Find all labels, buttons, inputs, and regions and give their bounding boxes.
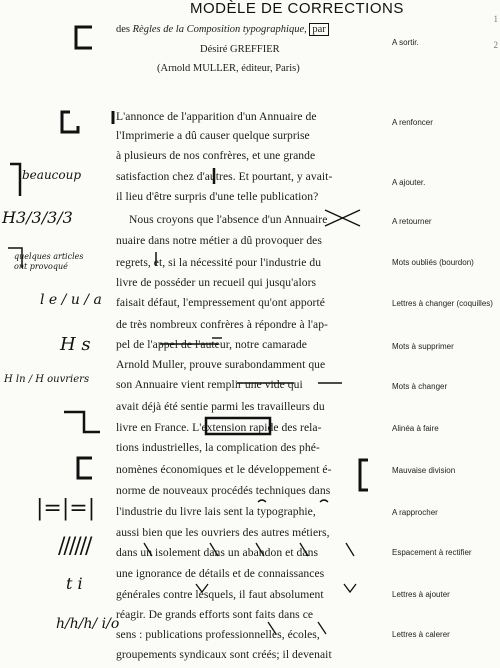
boxed-word: par [309,23,328,36]
margin-note: A retourner [392,217,432,226]
margin-note: Mauvaise division [392,466,456,475]
body-line: livre en France. L'extension rapide des rela- [116,421,322,434]
body-line: faisait défaut, l'empressement qu'ont apporté [116,296,325,309]
header-line-1 [116,24,329,35]
body-line: une ignorance de détails et de connaissances [116,567,325,580]
handwritten-beaucoup: beaucoup [22,168,82,182]
body-line: nomènes économiques et le développement é- [116,463,332,476]
edge-mark: 2 [493,40,498,50]
body-line: norme de nouveaux procédés techniques dans [116,484,331,497]
margin-note: Espacement à rectifier [392,548,472,557]
body-line: pel de l'appel de l'auteur, notre camarade [116,338,307,351]
publisher-info: (Arnold MULLER, éditeur, Paris) [157,63,300,74]
margin-note: Mots à supprimer [392,342,454,351]
sortir-bracket [76,27,92,48]
body-line: l'industrie du livre lais sent la typographie, [116,505,316,518]
handwritten-hs: H s [60,334,91,355]
header-prefix: des [116,24,130,35]
body-line: livre de posséder un recueil qui jusqu'alors [116,276,317,289]
handwritten-letters: l e / u / a [40,292,102,308]
body-line: réagir. De grands efforts sont faits dans ce [116,608,314,621]
author-name: Désiré GREFFIER [200,44,280,55]
body-line: aussi bien que les ouvriers des autres métiers, [116,526,330,539]
handwritten-add: t i [66,574,83,593]
body-line: générales contre lesquels, il faut absolument [116,588,324,601]
handwritten-h3: H3/3/3/3 [2,208,73,227]
margin-note: Alinéa à faire [392,424,439,433]
body-line: son Annuaire vient remplir une vide qui [116,378,303,391]
handwritten-quelques-2: ont provoqué [14,262,68,271]
margin-note: Mots à changer [392,382,448,391]
body-line: tions industrielles, la complication des phé- [116,441,320,454]
body-line: nuaire dans notre métier a dû provoquer des [116,234,322,247]
body-line: de très nombreux confrères à répondre à l'ap- [116,318,328,331]
body-line: à plusieurs de nos confrères, et une grande [116,149,316,162]
margin-note: A renfoncer [392,118,433,127]
body-line: groupements syndicaux sont créés; il devenait [116,648,332,661]
body-line: L'annonce de l'apparition d'un Annuaire de [116,110,317,123]
body-line: avait déjà été sentie parmi les travailleurs du [116,400,325,413]
margin-note: Lettres à changer (coquilles) [392,299,493,308]
body-line: il lieu d'être surpris d'une telle publication? [116,190,319,203]
body-line: Arnold Muller, prouve surabondamment que [116,358,326,371]
body-line: Nous croyons que l'absence d'un Annuaire [129,213,328,226]
margin-note: A ajouter. [392,178,426,187]
body-line: l'Imprimerie a dû causer quelque surprise [116,129,310,142]
body-line: dans un isolement dans un abandon et dans [116,546,319,559]
edge-mark: 1 [493,14,498,24]
body-line: regrets, et, si la nécessité pour l'industrie du [116,256,322,269]
handwritten-cal: h/h/h/ i/o [56,616,120,632]
margin-note: A sortir. [392,38,419,47]
header-line-3 [157,63,300,74]
retourner-marks [325,210,360,226]
handwritten-mots: H ln / H ouvriers [4,374,90,385]
header-line-2 [200,44,280,55]
margin-note: Lettres à calerer [392,630,450,639]
book-title: Règles de la Composition typographique, [132,24,307,35]
renfoncer-mark [62,111,113,132]
handwritten-quelques: quelques articles [14,252,84,261]
margin-note: Mots oubliés (bourdon) [392,258,474,267]
body-line: sens : publications professionnelles, écoles, [116,628,320,641]
margin-note: A rapprocher [392,508,438,517]
handwritten-hmarks: |=|=| [36,496,96,521]
handwritten-slashes: ////// [58,534,91,559]
rapprocher-marks [258,500,328,502]
page-title: MODÈLE DE CORRECTIONS [190,0,404,17]
margin-note: Lettres à ajouter [392,590,450,599]
body-line: satisfaction chez d'autres. Et pourtant, y avait- [116,170,333,183]
